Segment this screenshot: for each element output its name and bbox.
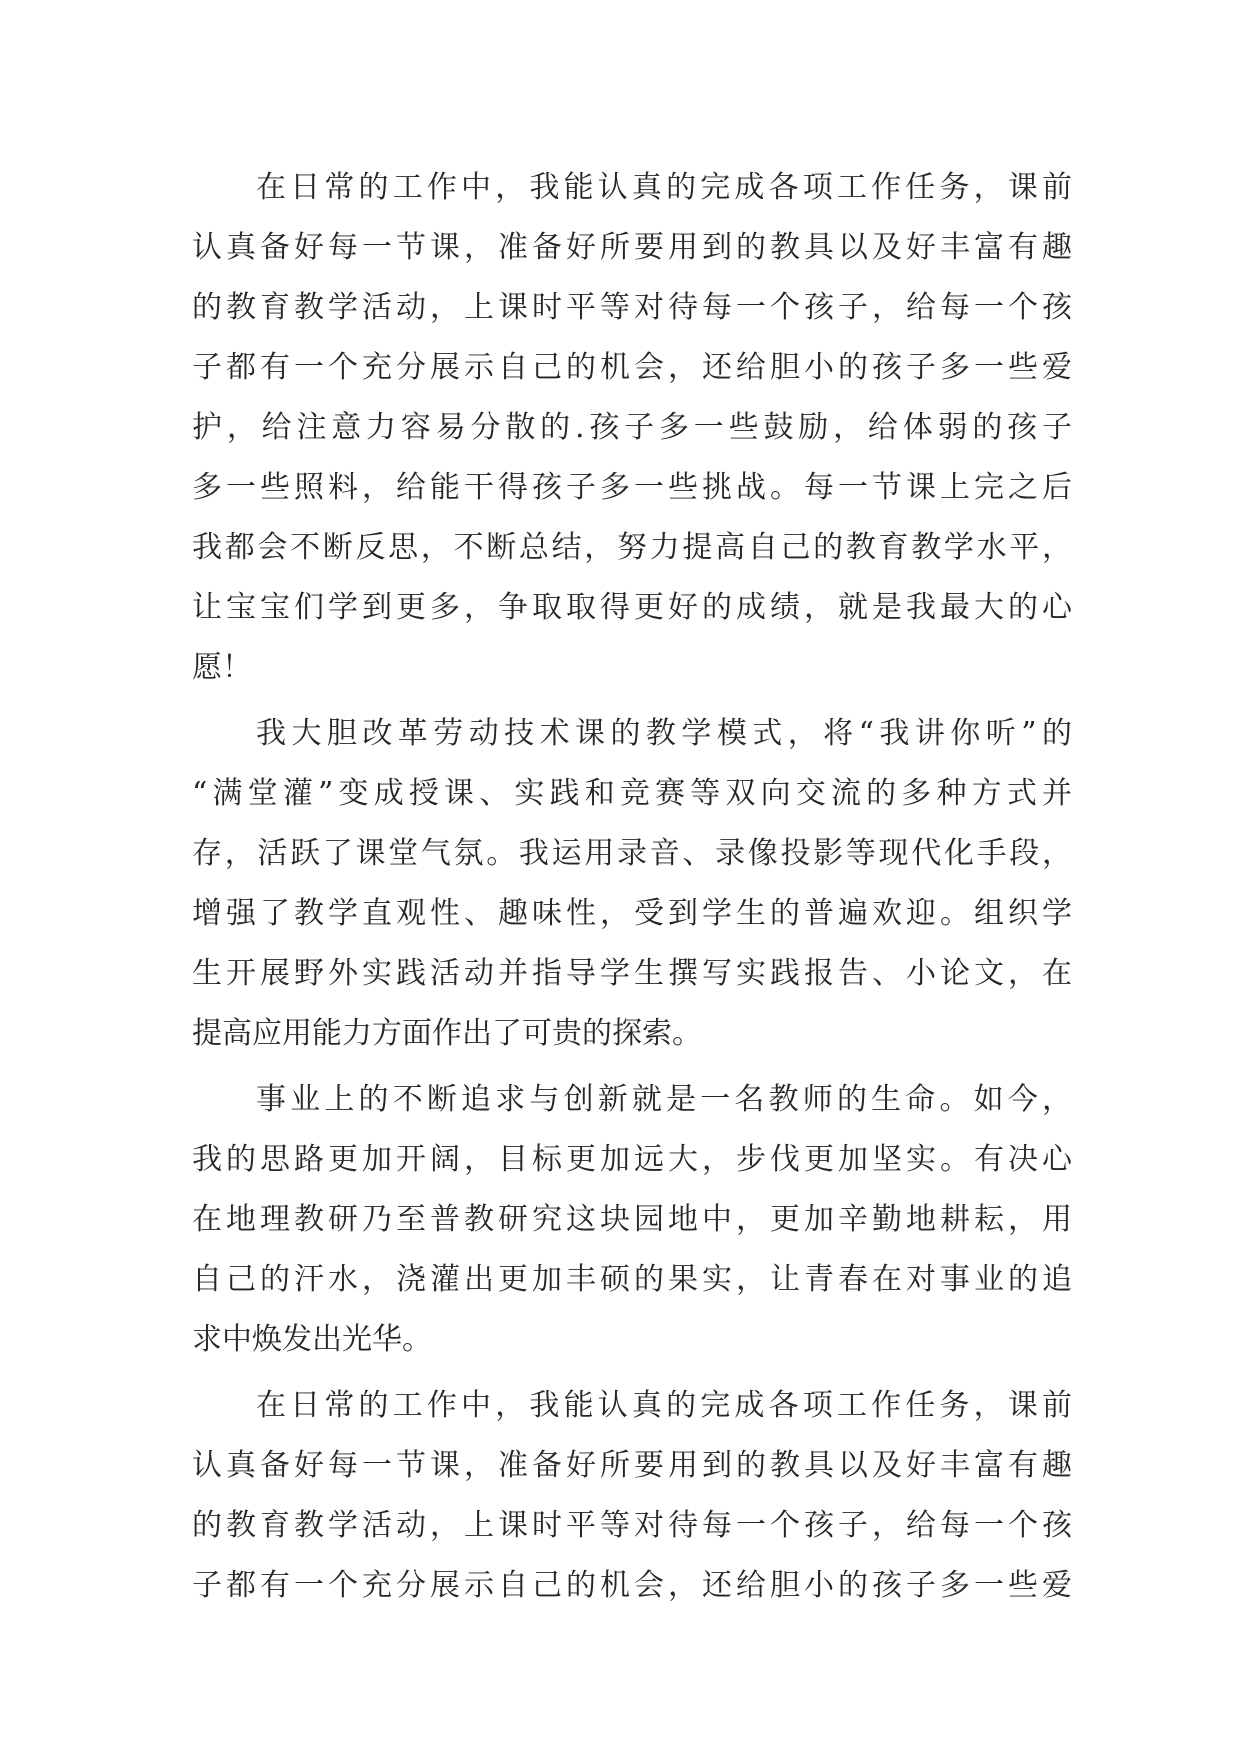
text-line: 增强了教学直观性、趣味性，受到学生的普遍欢迎。组织学 [192, 896, 1072, 931]
text-line: 认真备好每一节课，准备好所要用到的教具以及好丰富有趣 [192, 1448, 1072, 1483]
text-line: 护，给注意力容易分散的.孩子多一些鼓励，给体弱的孩子 [192, 410, 1072, 445]
text-line: 子都有一个充分展示自己的机会，还给胆小的孩子多一些爱 [192, 1568, 1072, 1603]
text-line: 我的思路更加开阔，目标更加远大，步伐更加坚实。有决心 [192, 1142, 1072, 1177]
text-line: 多一些照料，给能干得孩子多一些挑战。每一节课上完之后 [192, 470, 1072, 505]
text-line: 的教育教学活动，上课时平等对待每一个孩子，给每一个孩 [192, 1508, 1072, 1543]
text-line: 在地理教研乃至普教研究这块园地中，更加辛勤地耕耘，用 [192, 1202, 1072, 1237]
text-line: 事业上的不断追求与创新就是一名教师的生命。如今， [256, 1082, 1072, 1117]
text-line: 自己的汗水，浇灌出更加丰硕的果实，让青春在对事业的追 [192, 1262, 1072, 1297]
paragraph [192, 1070, 1072, 1370]
text-line: 提高应用能力方面作出了可贵的探索。 [192, 1016, 702, 1051]
text-line: 存，活跃了课堂气氛。我运用录音、录像投影等现代化手段， [192, 836, 1072, 871]
document-body [192, 158, 1072, 1616]
text-line: 我都会不断反思，不断总结，努力提高自己的教育教学水平， [192, 530, 1072, 565]
text-line: 求中焕发出光华。 [192, 1322, 432, 1357]
text-line: 我大胆改革劳动技术课的教学模式，将“我讲你听”的 [256, 716, 1072, 751]
text-line: 在日常的工作中，我能认真的完成各项工作任务，课前 [256, 170, 1072, 205]
paragraph [192, 158, 1072, 698]
text-line: 子都有一个充分展示自己的机会，还给胆小的孩子多一些爱 [192, 350, 1072, 385]
text-line: 认真备好每一节课，准备好所要用到的教具以及好丰富有趣 [192, 230, 1072, 265]
text-line: 生开展野外实践活动并指导学生撰写实践报告、小论文，在 [192, 956, 1072, 991]
text-line: 愿！ [192, 650, 252, 685]
text-line: “满堂灌”变成授课、实践和竞赛等双向交流的多种方式并 [192, 776, 1072, 811]
text-line: 在日常的工作中，我能认真的完成各项工作任务，课前 [256, 1388, 1072, 1423]
text-line: 让宝宝们学到更多，争取取得更好的成绩，就是我最大的心 [192, 590, 1072, 625]
paragraph [192, 1376, 1072, 1616]
paragraph [192, 704, 1072, 1064]
text-line: 的教育教学活动，上课时平等对待每一个孩子，给每一个孩 [192, 290, 1072, 325]
